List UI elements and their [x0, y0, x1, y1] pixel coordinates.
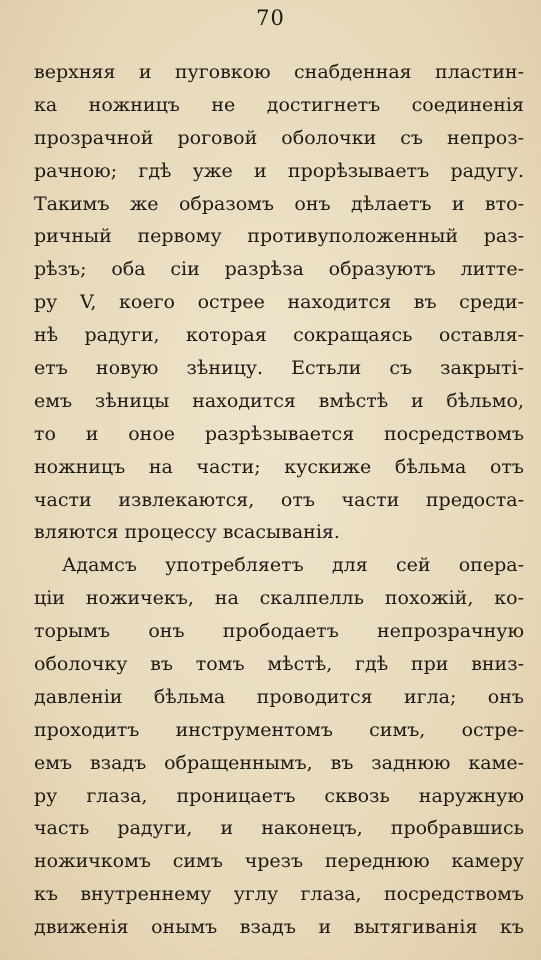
text-line: емъ взадъ обращеннымъ, въ заднюю каме-	[34, 751, 524, 774]
text-line: ка ножницъ не достигнетъ соединенія	[34, 93, 524, 116]
text-line: часть радуги, и наконецъ, пробравшись	[34, 817, 524, 840]
text-line: рачною; гдѣ уже и прорѣзываетъ радугу.	[34, 159, 524, 182]
text-line: емъ зѣницы находится вмѣстѣ и бѣльмо,	[34, 389, 524, 412]
text-line: ножичкомъ симъ чрезъ переднюю камеру	[34, 850, 524, 873]
text-line: проходитъ инструментомъ симъ, остре-	[34, 718, 524, 741]
text-line: ру V, коего острее находится въ среди-	[34, 291, 524, 314]
text-line: торымъ онъ прободаетъ непрозрачную	[34, 620, 524, 643]
text-line: Адамсъ употребляетъ для сей опера-	[62, 554, 524, 577]
text-line: Такимъ же образомъ онъ дѣлаетъ и вто-	[34, 192, 524, 215]
text-line: рѣзъ; оба сіи разрѣза образуютъ литте-	[34, 258, 524, 281]
text-line: движенія онымъ взадъ и вытягиванія къ	[34, 916, 524, 939]
text-line: верхняя и пуговкою снабденная пластин-	[34, 61, 524, 83]
text-line: прозрачной роговой оболочки съ непроз-	[34, 126, 524, 149]
text-line: ножницъ на части; кускиже бѣльма отъ	[34, 455, 524, 478]
text-line: то и оное разрѣзывается посредствомъ	[34, 422, 524, 445]
text-line: нѣ радуги, которая сокращаясь оставля-	[34, 324, 524, 347]
text-line: етъ новую зѣницу. Естьли съ закрыті-	[34, 357, 524, 380]
body-text	[34, 56, 524, 944]
text-line: ричный первому противуположенный раз-	[34, 225, 524, 248]
text-line: давленіи бѣльма проводится игла; онъ	[34, 685, 524, 708]
text-line: вляются процессу всасыванія.	[34, 521, 340, 544]
text-line: къ внутреннему углу глаза, посредствомъ	[34, 883, 524, 906]
text-line: оболочку въ томъ мѣстѣ, гдѣ при вниз-	[34, 653, 524, 676]
text-line: ціи ножичекъ, на скалпелль похожій, ко-	[34, 587, 524, 610]
page-number: 70	[256, 6, 285, 30]
text-line: ру глаза, проницаетъ сквозь наружную	[34, 784, 524, 807]
text-line: части извлекаются, отъ части предоста-	[34, 488, 524, 511]
